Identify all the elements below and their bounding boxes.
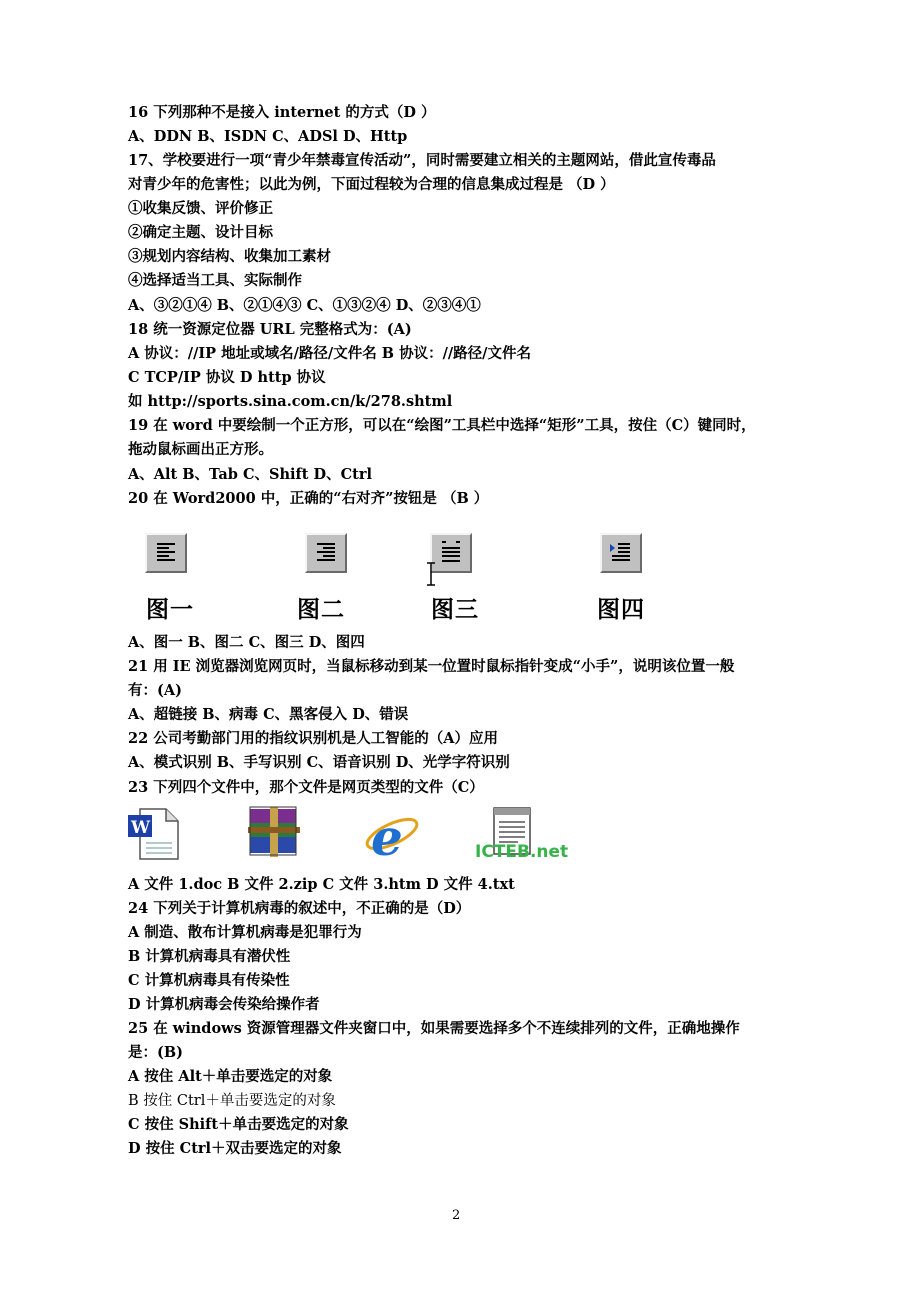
q16-question: 16 下列那种不是接入 internet 的方式（D ） xyxy=(128,104,436,121)
q17-options: A、③②①④ B、②①④③ C、①③②④ D、②③④① xyxy=(128,297,481,314)
q17-step-4: ④选择适当工具、实际制作 xyxy=(128,272,302,289)
winrar-archive-icon xyxy=(244,803,304,861)
q24-question: 24 下列关于计算机病毒的叙述中，不正确的是（D） xyxy=(128,900,471,917)
q25-question-line1: 25 在 windows 资源管理器文件夹窗口中，如果需要选择多个不连续排列的文件，正确地操作 xyxy=(128,1020,740,1037)
q18-options-cd: C TCP/IP 协议 D http 协议 xyxy=(128,369,326,386)
internet-explorer-icon xyxy=(362,806,420,862)
q25-question-line2: 是：(B) xyxy=(128,1044,183,1061)
figure-label-2: 图二 xyxy=(297,597,345,623)
align-right-icon xyxy=(307,535,345,571)
q25-option-d: D 按住 Ctrl＋双击要选定的对象 xyxy=(128,1140,342,1157)
q23-options: A 文件 1.doc B 文件 2.zip C 文件 3.htm D 文件 4.txt xyxy=(128,876,515,893)
indent-button-figure xyxy=(600,533,642,573)
q16-options: A、DDN B、ISDN C、ADSl D、Http xyxy=(128,128,408,145)
q23-question: 23 下列四个文件中，那个文件是网页类型的文件（C） xyxy=(128,779,484,796)
q18-options-ab: A 协议：//IP 地址或域名/路径/文件名 B 协议：//路径/文件名 xyxy=(128,345,531,362)
align-right-button-figure xyxy=(305,533,347,573)
word-document-icon xyxy=(126,805,182,861)
distribute-icon xyxy=(432,535,470,571)
svg-text:e: e xyxy=(371,808,403,862)
q25-option-b: B 按住 Ctrl＋单击要选定的对象 xyxy=(128,1093,336,1109)
watermark-text: ICTEB.net xyxy=(475,842,569,862)
align-left-icon xyxy=(147,535,185,571)
q19-question-line2: 拖动鼠标画出正方形。 xyxy=(128,441,273,458)
figure-label-4: 图四 xyxy=(597,597,645,623)
figure-label-1: 图一 xyxy=(146,597,194,623)
q19-options: A、Alt B、Tab C、Shift D、Ctrl xyxy=(128,466,373,483)
q17-question-line2: 对青少年的危害性；以此为例，下面过程较为合理的信息集成过程是 （D ） xyxy=(128,176,615,193)
q25-option-c: C 按住 Shift＋单击要选定的对象 xyxy=(128,1116,349,1133)
q24-option-a: A 制造、散布计算机病毒是犯罪行为 xyxy=(128,924,362,941)
q20-question: 20 在 Word2000 中，正确的“右对齐”按钮是 （B ） xyxy=(128,490,489,507)
q22-question: 22 公司考勤部门用的指纹识别机是人工智能的（A）应用 xyxy=(128,730,498,747)
q17-step-2: ②确定主题、设计目标 xyxy=(128,224,273,241)
q24-option-c: C 计算机病毒具有传染性 xyxy=(128,972,290,989)
q17-question-line1: 17、学校要进行一项“青少年禁毒宣传活动”，同时需要建立相关的主题网站，借此宣传毒品 xyxy=(128,152,716,169)
q20-options: A、图一 B、图二 C、图三 D、图四 xyxy=(128,634,365,651)
q19-question-line1: 19 在 word 中要绘制一个正方形，可以在“绘图”工具栏中选择“矩形”工具，按住（C）键同时， xyxy=(128,417,756,434)
q18-question: 18 统一资源定位器 URL 完整格式为：(A) xyxy=(128,321,412,338)
figure-label-3: 图三 xyxy=(431,597,479,623)
q21-question-line2: 有：(A) xyxy=(128,682,182,699)
q24-option-b: B 计算机病毒具有潜伏性 xyxy=(128,948,291,965)
q24-option-d: D 计算机病毒会传染给操作者 xyxy=(128,996,320,1013)
svg-text:W: W xyxy=(131,818,151,838)
q22-options: A、模式识别 B、手写识别 C、语音识别 D、光学字符识别 xyxy=(128,754,510,771)
indent-icon xyxy=(602,535,640,571)
q25-option-a: A 按住 Alt＋单击要选定的对象 xyxy=(128,1068,333,1085)
align-left-button-figure xyxy=(145,533,187,573)
q17-step-1: ①收集反馈、评价修正 xyxy=(128,200,273,217)
text-cursor-icon xyxy=(425,561,437,587)
q18-example: 如 http://sports.sina.com.cn/k/278.shtml xyxy=(128,393,453,410)
q21-question-line1: 21 用 IE 浏览器浏览网页时，当鼠标移动到某一位置时鼠标指针变成“小手”，说明该位置一般 xyxy=(128,658,735,675)
q17-step-3: ③规划内容结构、收集加工素材 xyxy=(128,248,331,265)
q21-options: A、超链接 B、病毒 C、黑客侵入 D、错误 xyxy=(128,706,409,723)
page-number: 2 xyxy=(452,1208,461,1223)
